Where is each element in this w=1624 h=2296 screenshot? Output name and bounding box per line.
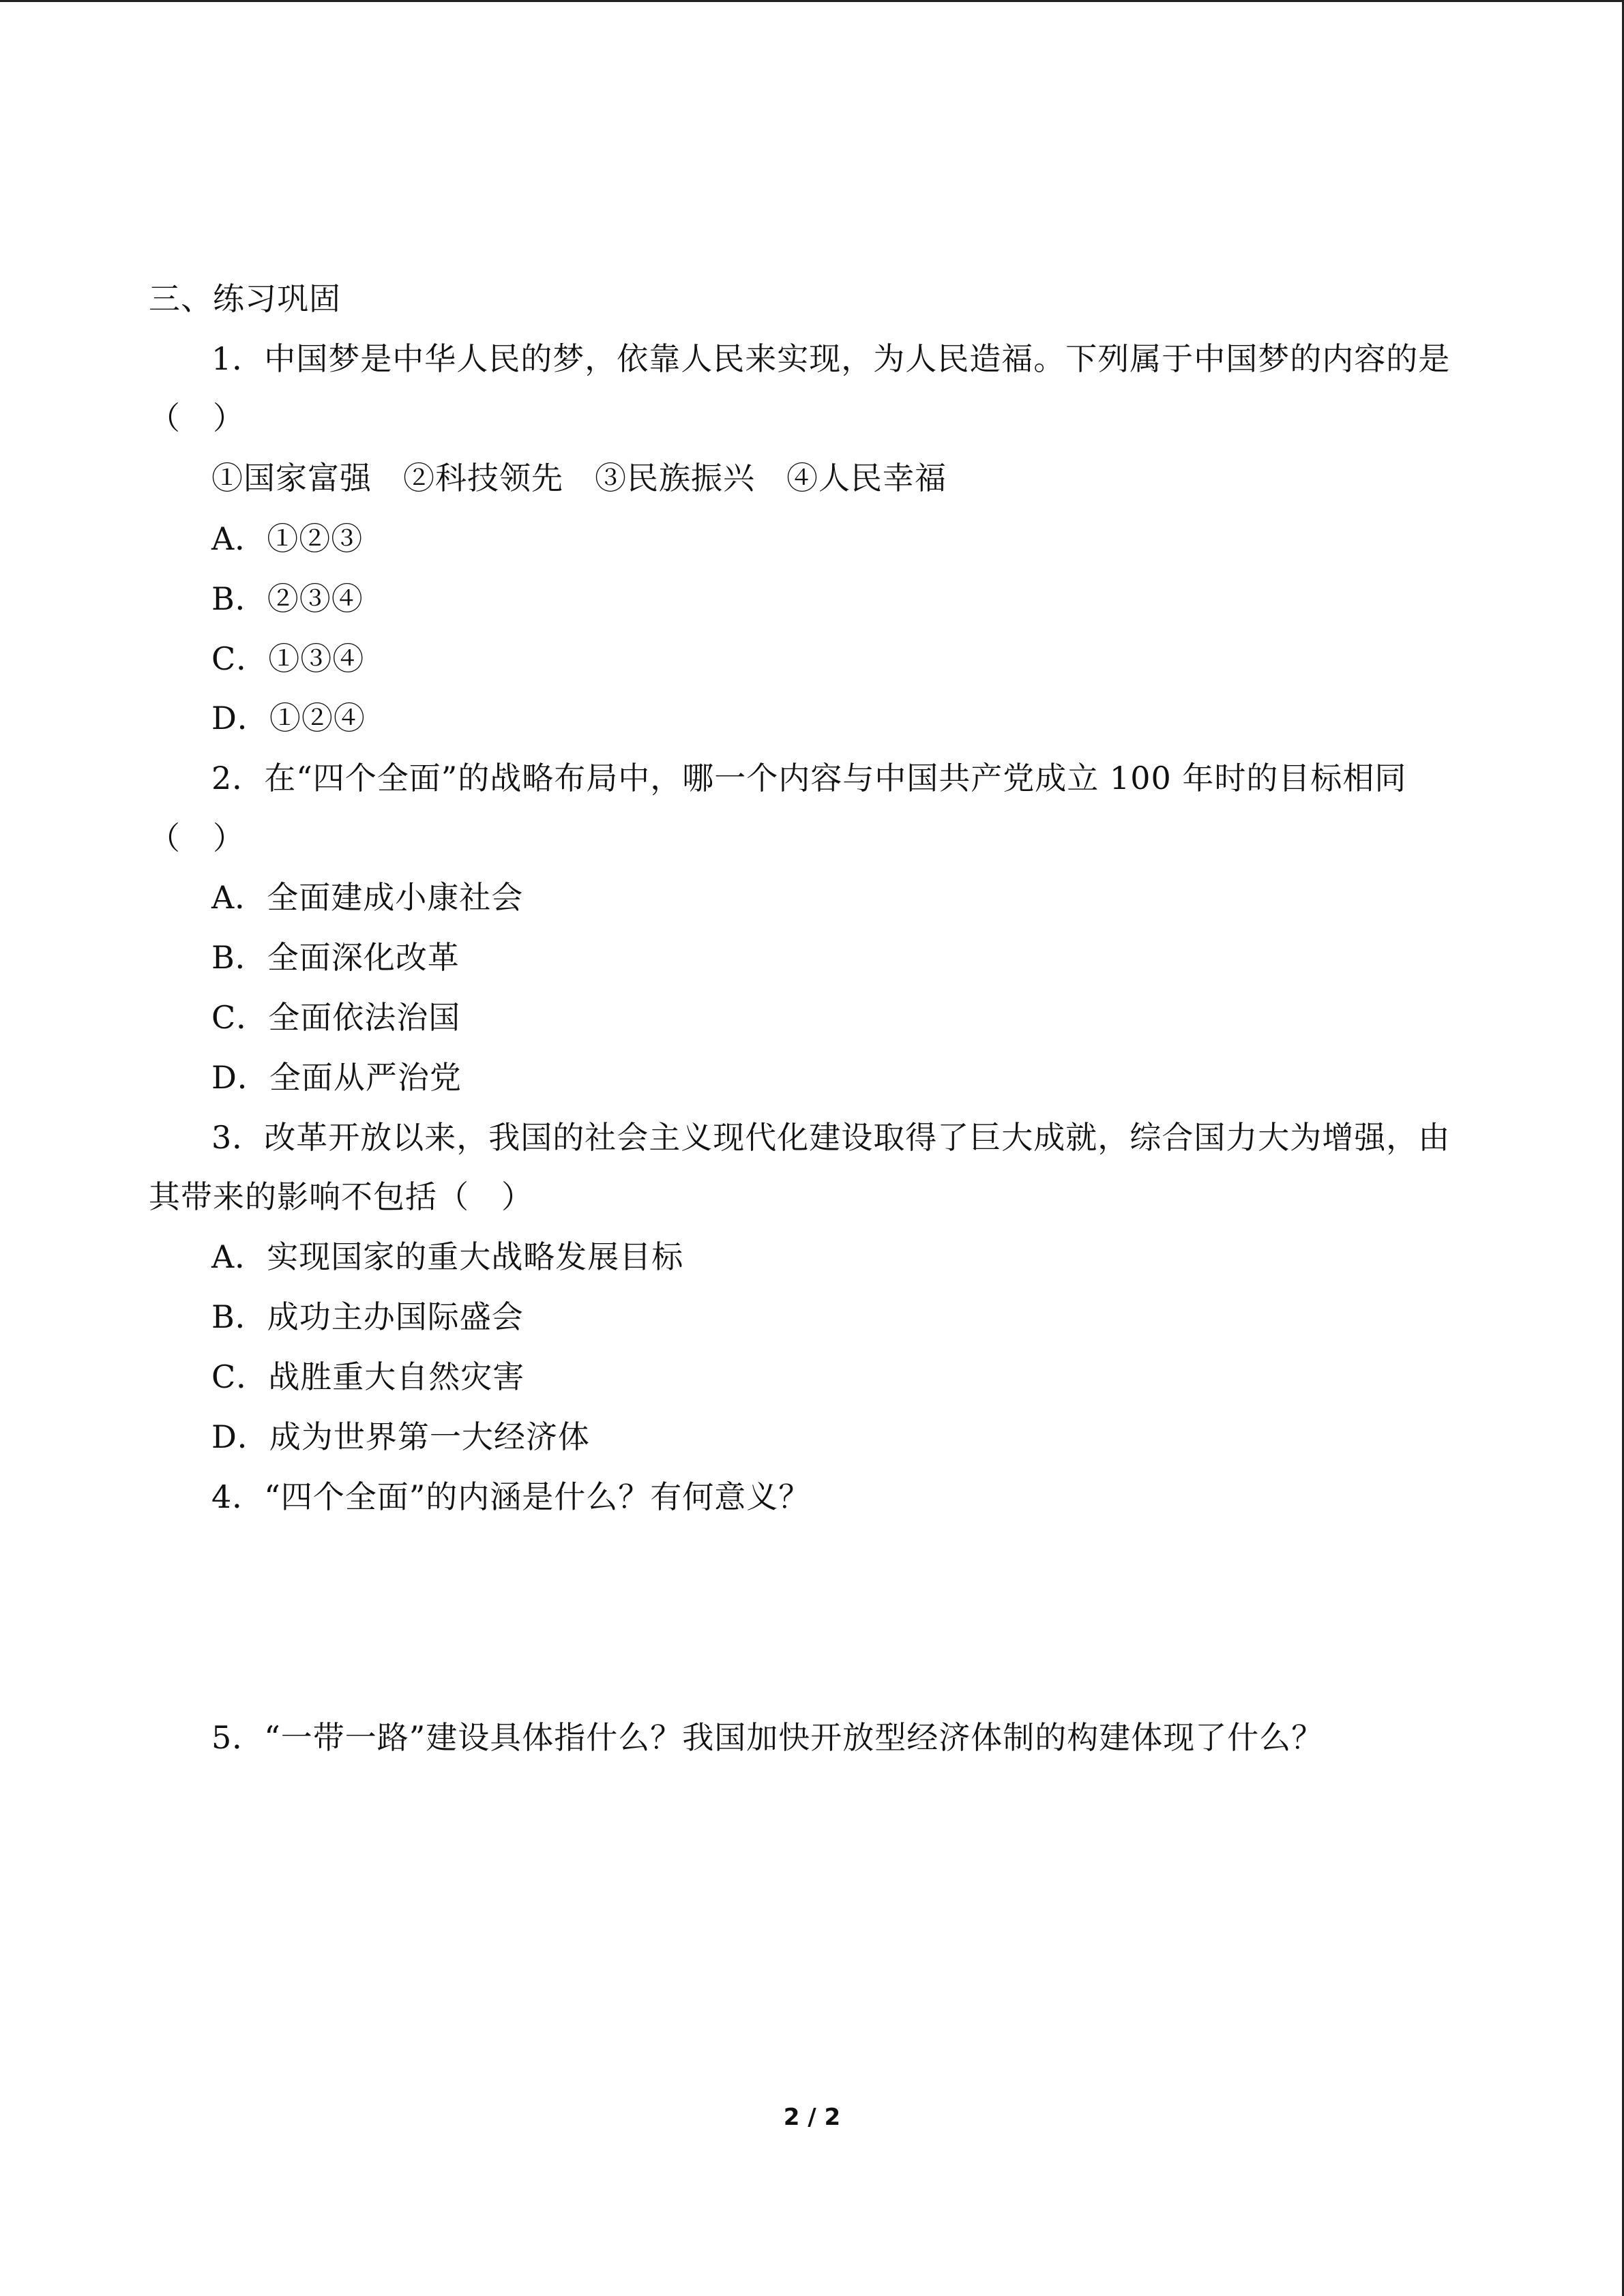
question-1-item: ④人民幸福 [786, 460, 947, 496]
question-2-option-b: B．全面深化改革 [211, 939, 460, 976]
question-3-stem-continued: 其带来的影响不包括（ ） [149, 1178, 533, 1215]
question-5-stem: 5．“一带一路”建设具体指什么？我国加快开放型经济体制的构建体现了什么？ [211, 1719, 1324, 1756]
question-2-option-c: C．全面依法治国 [211, 999, 461, 1036]
question-2-option-a: A．全面建成小康社会 [211, 879, 524, 916]
page-number: 2 / 2 [783, 2104, 841, 2131]
question-1-option-d: D．①②④ [211, 700, 366, 736]
question-3-option-d: D．成为世界第一大经济体 [211, 1418, 590, 1455]
question-1-items [211, 458, 947, 498]
question-1-item: ①国家富强 [211, 460, 372, 496]
question-2-blank: （ ） [149, 820, 245, 856]
question-1-stem: 1．中国梦是中华人民的梦，依靠人民来实现，为人民造福。下列属于中国梦的内容的是 [211, 340, 1451, 377]
question-3-stem: 3．改革开放以来，我国的社会主义现代化建设取得了巨大成就，综合国力大为增强，由 [211, 1119, 1451, 1156]
question-1-item: ②科技领先 [403, 460, 563, 496]
question-1-option-a: A．①②③ [211, 520, 364, 557]
question-2-option-d: D．全面从严治党 [211, 1059, 462, 1096]
question-1-option-b: B．②③④ [211, 580, 364, 617]
question-1-option-c: C．①③④ [211, 640, 365, 677]
question-3-option-a: A．实现国家的重大战略发展目标 [211, 1238, 684, 1275]
question-1-item: ③民族振兴 [595, 460, 755, 496]
question-3-option-c: C．战胜重大自然灾害 [211, 1358, 525, 1395]
question-4-stem: 4．“四个全面”的内涵是什么？有何意义？ [211, 1478, 811, 1515]
question-2-stem: 2．在“四个全面”的战略布局中，哪一个内容与中国共产党成立 100 年时的目标相同 [211, 760, 1407, 796]
section-title: 三、练习巩固 [149, 280, 341, 317]
question-1-blank: （ ） [149, 400, 245, 436]
question-3-option-b: B．成功主办国际盛会 [211, 1298, 524, 1335]
